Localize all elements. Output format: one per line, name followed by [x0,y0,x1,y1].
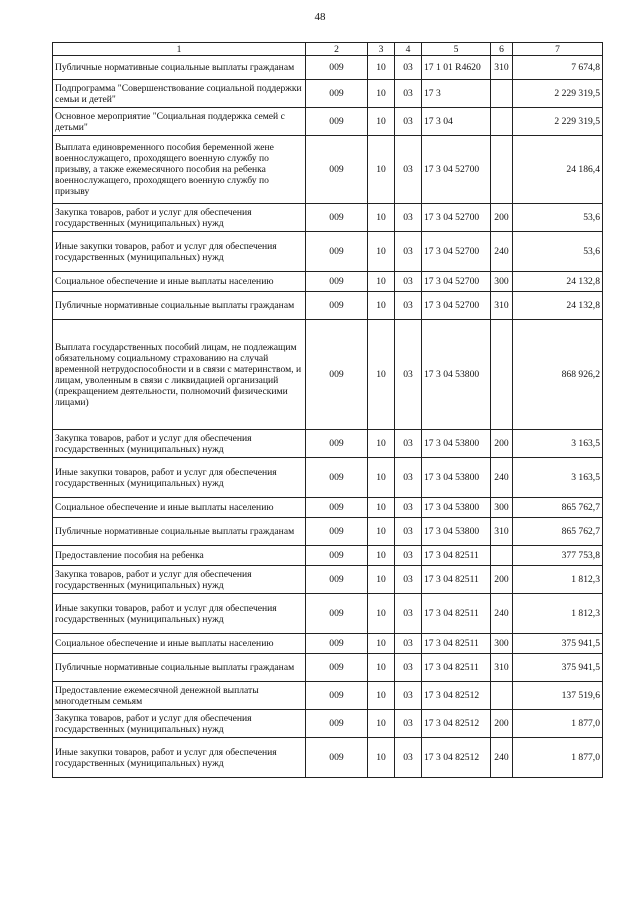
expense-type-cell: 240 [491,738,513,778]
row-name-cell: Предоставление пособия на ребенка [53,546,306,566]
target-article-cell: 17 3 [422,80,491,108]
row-name-cell: Предоставление ежемесячной денежной выплаты многодетным семьям [53,682,306,710]
table-row [53,738,603,778]
ved-code-cell: 009 [306,136,368,204]
subsection-code-cell: 03 [395,56,422,80]
target-article-cell: 17 3 04 53800 [422,518,491,546]
ved-code-cell: 009 [306,594,368,634]
subsection-code-cell: 03 [395,566,422,594]
row-name-cell: Выплата единовременного пособия беременной жене военнослужащего, проходящего военную службу по призыву, а также ежемесячного пособия на ребенка военнослужащего, проходящего военную службу по призыву [53,136,306,204]
target-article-cell: 17 3 04 53800 [422,430,491,458]
ved-code-cell: 009 [306,204,368,232]
table-row [53,566,603,594]
row-name-cell: Иные закупки товаров, работ и услуг для обеспечения государственных (муниципальных) нужд [53,232,306,272]
subsection-code-cell: 03 [395,108,422,136]
expense-type-cell [491,320,513,430]
table-row [53,498,603,518]
amount-cell: 3 163,5 [513,430,603,458]
section-code-cell: 10 [368,566,395,594]
target-article-cell: 17 3 04 [422,108,491,136]
amount-cell: 24 132,8 [513,292,603,320]
section-code-cell: 10 [368,430,395,458]
subsection-code-cell: 03 [395,272,422,292]
section-code-cell: 10 [368,546,395,566]
row-name-cell: Социальное обеспечение и иные выплаты населению [53,498,306,518]
ved-code-cell: 009 [306,56,368,80]
column-header: 5 [422,43,491,56]
column-header: 7 [513,43,603,56]
expense-type-cell: 310 [491,518,513,546]
expense-type-cell: 200 [491,710,513,738]
section-code-cell: 10 [368,518,395,546]
ved-code-cell: 009 [306,292,368,320]
ved-code-cell: 009 [306,710,368,738]
expense-type-cell [491,682,513,710]
section-code-cell: 10 [368,204,395,232]
table-row [53,272,603,292]
amount-cell: 1 877,0 [513,710,603,738]
subsection-code-cell: 03 [395,738,422,778]
ved-code-cell: 009 [306,108,368,136]
row-name-cell: Основное мероприятие "Социальная поддержка семей с детьми" [53,108,306,136]
row-name-cell: Закупка товаров, работ и услуг для обеспечения государственных (муниципальных) нужд [53,430,306,458]
amount-cell: 2 229 319,5 [513,80,603,108]
subsection-code-cell: 03 [395,292,422,320]
expense-type-cell: 200 [491,204,513,232]
target-article-cell: 17 3 04 82511 [422,546,491,566]
ved-code-cell: 009 [306,232,368,272]
table-header [53,43,603,56]
table-row [53,654,603,682]
section-code-cell: 10 [368,136,395,204]
ved-code-cell: 009 [306,634,368,654]
target-article-cell: 17 3 04 53800 [422,458,491,498]
row-name-cell: Выплата государственных пособий лицам, не подлежащим обязательному социальному страхованию на случай временной нетрудоспособности и в связи с материнством, и лицам, уволенным в связи с ликвидацией организаций (прекращением деятельности, полномочий физическими лицами) [53,320,306,430]
expense-type-cell: 300 [491,498,513,518]
subsection-code-cell: 03 [395,430,422,458]
section-code-cell: 10 [368,594,395,634]
section-code-cell: 10 [368,232,395,272]
expense-type-cell: 310 [491,654,513,682]
table-row [53,80,603,108]
amount-cell: 24 186,4 [513,136,603,204]
row-name-cell: Публичные нормативные социальные выплаты гражданам [53,654,306,682]
column-header: 3 [368,43,395,56]
column-header: 6 [491,43,513,56]
target-article-cell: 17 3 04 82511 [422,634,491,654]
column-header: 4 [395,43,422,56]
amount-cell: 53,6 [513,204,603,232]
amount-cell: 7 674,8 [513,56,603,80]
expense-type-cell [491,108,513,136]
target-article-cell: 17 3 04 82512 [422,738,491,778]
table-row [53,458,603,498]
table-row [53,518,603,546]
subsection-code-cell: 03 [395,136,422,204]
section-code-cell: 10 [368,634,395,654]
amount-cell: 865 762,7 [513,518,603,546]
subsection-code-cell: 03 [395,458,422,498]
section-code-cell: 10 [368,458,395,498]
ved-code-cell: 009 [306,272,368,292]
expense-type-cell: 240 [491,458,513,498]
target-article-cell: 17 3 04 52700 [422,232,491,272]
target-article-cell: 17 3 04 53800 [422,320,491,430]
column-header: 1 [53,43,306,56]
table-row [53,710,603,738]
expense-type-cell: 300 [491,634,513,654]
amount-cell: 137 519,6 [513,682,603,710]
table-row [53,682,603,710]
amount-cell: 3 163,5 [513,458,603,498]
target-article-cell: 17 3 04 52700 [422,136,491,204]
expense-type-cell: 240 [491,232,513,272]
row-name-cell: Иные закупки товаров, работ и услуг для обеспечения государственных (муниципальных) нужд [53,738,306,778]
subsection-code-cell: 03 [395,682,422,710]
header-row [53,43,603,56]
section-code-cell: 10 [368,682,395,710]
page-number: 48 [314,11,326,23]
amount-cell: 377 753,8 [513,546,603,566]
subsection-code-cell: 03 [395,634,422,654]
amount-cell: 2 229 319,5 [513,108,603,136]
row-name-cell: Социальное обеспечение и иные выплаты населению [53,272,306,292]
ved-code-cell: 009 [306,738,368,778]
row-name-cell: Социальное обеспечение и иные выплаты населению [53,634,306,654]
target-article-cell: 17 3 04 52700 [422,272,491,292]
amount-cell: 865 762,7 [513,498,603,518]
expense-type-cell: 240 [491,594,513,634]
subsection-code-cell: 03 [395,546,422,566]
table-row [53,232,603,272]
table-row [53,594,603,634]
target-article-cell: 17 3 04 82511 [422,594,491,634]
target-article-cell: 17 3 04 52700 [422,204,491,232]
ved-code-cell: 009 [306,546,368,566]
section-code-cell: 10 [368,654,395,682]
budget-table [52,42,603,778]
ved-code-cell: 009 [306,498,368,518]
row-name-cell: Закупка товаров, работ и услуг для обеспечения государственных (муниципальных) нужд [53,204,306,232]
target-article-cell: 17 3 04 52700 [422,292,491,320]
row-name-cell: Закупка товаров, работ и услуг для обеспечения государственных (муниципальных) нужд [53,710,306,738]
amount-cell: 375 941,5 [513,654,603,682]
amount-cell: 1 812,3 [513,594,603,634]
ved-code-cell: 009 [306,458,368,498]
expense-type-cell: 300 [491,272,513,292]
amount-cell: 1 877,0 [513,738,603,778]
section-code-cell: 10 [368,80,395,108]
subsection-code-cell: 03 [395,498,422,518]
subsection-code-cell: 03 [395,518,422,546]
expense-type-cell: 310 [491,292,513,320]
row-name-cell: Публичные нормативные социальные выплаты гражданам [53,292,306,320]
row-name-cell: Закупка товаров, работ и услуг для обеспечения государственных (муниципальных) нужд [53,566,306,594]
ved-code-cell: 009 [306,430,368,458]
subsection-code-cell: 03 [395,232,422,272]
table-row [53,108,603,136]
table-row [53,546,603,566]
ved-code-cell: 009 [306,320,368,430]
section-code-cell: 10 [368,710,395,738]
ved-code-cell: 009 [306,518,368,546]
table-row [53,430,603,458]
expense-type-cell [491,546,513,566]
target-article-cell: 17 3 04 82512 [422,710,491,738]
row-name-cell: Публичные нормативные социальные выплаты гражданам [53,56,306,80]
section-code-cell: 10 [368,56,395,80]
subsection-code-cell: 03 [395,594,422,634]
section-code-cell: 10 [368,498,395,518]
target-article-cell: 17 3 04 82511 [422,566,491,594]
column-header: 2 [306,43,368,56]
subsection-code-cell: 03 [395,710,422,738]
amount-cell: 53,6 [513,232,603,272]
table-row [53,634,603,654]
table-row [53,204,603,232]
ved-code-cell: 009 [306,654,368,682]
target-article-cell: 17 1 01 R4620 [422,56,491,80]
section-code-cell: 10 [368,272,395,292]
amount-cell: 375 941,5 [513,634,603,654]
section-code-cell: 10 [368,320,395,430]
table-row [53,320,603,430]
row-name-cell: Публичные нормативные социальные выплаты гражданам [53,518,306,546]
section-code-cell: 10 [368,108,395,136]
expense-type-cell [491,80,513,108]
row-name-cell: Иные закупки товаров, работ и услуг для обеспечения государственных (муниципальных) нужд [53,594,306,634]
subsection-code-cell: 03 [395,80,422,108]
table-row [53,136,603,204]
target-article-cell: 17 3 04 53800 [422,498,491,518]
ved-code-cell: 009 [306,566,368,594]
ved-code-cell: 009 [306,682,368,710]
table-body [53,56,603,778]
amount-cell: 868 926,2 [513,320,603,430]
expense-type-cell [491,136,513,204]
table-row [53,56,603,80]
row-name-cell: Иные закупки товаров, работ и услуг для обеспечения государственных (муниципальных) нужд [53,458,306,498]
expense-type-cell: 200 [491,430,513,458]
amount-cell: 24 132,8 [513,272,603,292]
subsection-code-cell: 03 [395,204,422,232]
subsection-code-cell: 03 [395,320,422,430]
target-article-cell: 17 3 04 82511 [422,654,491,682]
section-code-cell: 10 [368,738,395,778]
target-article-cell: 17 3 04 82512 [422,682,491,710]
subsection-code-cell: 03 [395,654,422,682]
section-code-cell: 10 [368,292,395,320]
row-name-cell: Подпрограмма "Совершенствование социальной поддержки семьи и детей" [53,80,306,108]
ved-code-cell: 009 [306,80,368,108]
expense-type-cell: 310 [491,56,513,80]
expense-type-cell: 200 [491,566,513,594]
table-row [53,292,603,320]
amount-cell: 1 812,3 [513,566,603,594]
